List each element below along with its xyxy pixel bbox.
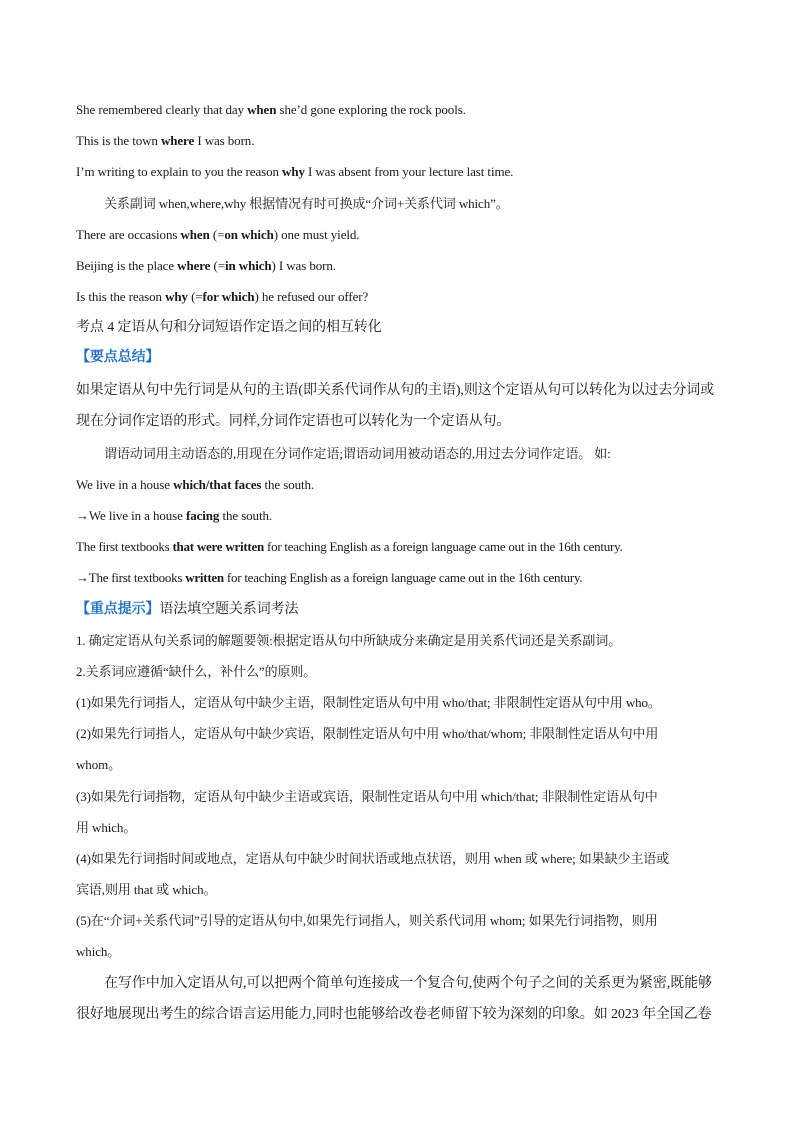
example-textbooks-clause: The first textbooks that were written for teaching English as a foreign language came out in the 16th century. <box>76 539 623 554</box>
keyword: where <box>160 133 195 148</box>
example-why: I’m writing to explain to you the reason why I was absent from your lecture last time. <box>76 164 514 179</box>
label-key-points: 【要点总结】 <box>76 350 160 365</box>
label-key-tips: 【重点提示】语法填空题关系词考法 <box>76 602 299 617</box>
rule-2-item-5-cont: which。 <box>76 944 121 959</box>
example-where: This is the town where I was born. <box>76 133 255 148</box>
example-textbooks-participle: →The first textbooks written for teaching English as a foreign language came out in the 16th century. <box>76 570 583 585</box>
example-house-participle: →We live in a house facing the south. <box>76 508 273 523</box>
keyword: why <box>282 164 305 179</box>
section-heading-kaodian4: 考点 4 定语从句和分词短语作定语之间的相互转化 <box>76 320 382 335</box>
paragraph-writing-cont: 很好地展现出考生的综合语言运用能力,同时也能够给改卷老师留下较为深刻的印象。如 2023 年全国乙卷 <box>76 1007 712 1022</box>
example-when: She remembered clearly that day when she’d gone exploring the rock pools. <box>76 102 466 117</box>
example-beijing: Beijing is the place where (=in which) I was born. <box>76 258 336 273</box>
paragraph-line: 如果定语从句中先行词是从句的主语(即关系代词作从句的主语),则这个定语从句可以转化为以过去分词或 <box>76 383 715 398</box>
paragraph-writing: 在写作中加入定语从句,可以把两个简单句连接成一个复合句,使两个句子之间的关系更为紧密,既能够 <box>104 976 712 991</box>
rule-2-item-2-cont: whom。 <box>76 757 122 772</box>
rule-2-item-5: (5)在“介词+关系代词”引导的定语从句中,如果先行词指人，则关系代词用 whom; 如果先行词指物，则用 <box>76 913 658 928</box>
rule-2-item-2: (2)如果先行词指人，定语从句中缺少宾语，限制性定语从句中用 who/that/whom; 非限制性定语从句中用 <box>76 726 659 741</box>
example-reason: Is this the reason why (=for which) he refused our offer? <box>76 289 369 304</box>
example-occasions: There are occasions when (=on which) one must yield. <box>76 227 360 242</box>
paragraph-line: 现在分词作定语的形式。同样,分词作定语也可以转化为一个定语从句。 <box>76 414 511 429</box>
rule-2-item-3: (3)如果先行词指物，定语从句中缺少主语或宾语，限制性定语从句中用 which/that; 非限制性定语从句中 <box>76 789 658 804</box>
rule-2: 2.关系词应遵循“缺什么，补什么”的原则。 <box>76 664 317 679</box>
rule-2-item-1: (1)如果先行词指人，定语从句中缺少主语，限制性定语从句中用 who/that; 非限制性定语从句中用 who。 <box>76 695 661 710</box>
rule-2-item-4: (4)如果先行词指时间或地点，定语从句中缺少时间状语或地点状语，则用 when 或 where; 如果缺少主语或 <box>76 851 670 866</box>
rule-2-item-3-cont: 用 which。 <box>76 820 137 835</box>
paragraph-voice-rule: 谓语动词用主动语态的,用现在分词作定语;谓语动词用被动语态的,用过去分词作定语。 如: <box>104 446 611 461</box>
note-relative-adverb: 关系副词 when,where,why 根据情况有时可换成“介词+关系代词 which”。 <box>104 196 509 211</box>
rule-1: 1. 确定定语从句关系词的解题要领:根据定语从句中所缺成分来确定是用关系代词还是关系副词。 <box>76 633 622 648</box>
example-house-clause: We live in a house which/that faces the south. <box>76 477 315 492</box>
keyword: when <box>247 102 277 117</box>
rule-2-item-4-cont: 宾语,则用 that 或 which。 <box>76 882 217 897</box>
